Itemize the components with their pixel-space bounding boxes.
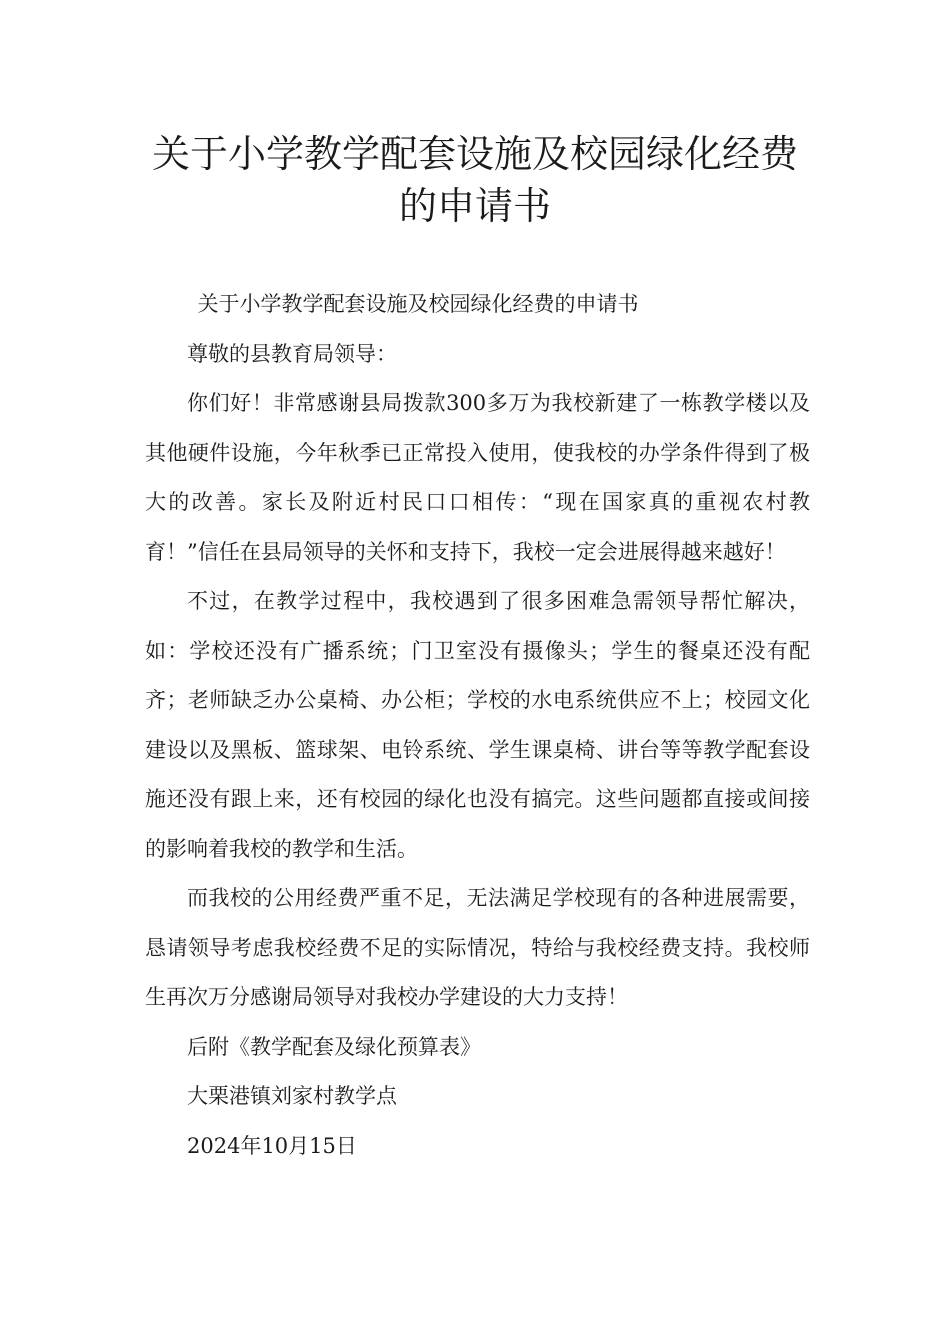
title-line-1: 关于小学教学配套设施及校园绿化经费 bbox=[151, 132, 798, 176]
document-title bbox=[100, 128, 850, 232]
attachment-note: 后附《教学配套及绿化预算表》 bbox=[187, 1034, 481, 1059]
document-date: 2024年10月15日 bbox=[187, 1133, 357, 1158]
paragraph-greeting: 你们好！非常感谢县局拨款300多万为我校新建了一栋教学楼以及其他硬件设施，今年秋季已正常投入使用，使我校的办学条件得到了极大的改善。家长及附近村民口口相传：“现在国家真的重视农村教育！”信任在县局领导的关怀和支持下，我校一定会进展得越来越好！ bbox=[145, 391, 810, 564]
document-subtitle: 关于小学教学配套设施及校园绿化经费的申请书 bbox=[197, 292, 639, 316]
paragraph-request: 而我校的公用经费严重不足，无法满足学校现有的各种进展需要，恳请领导考虑我校经费不足的实际情况，特给与我校经费支持。我校师生再次万分感谢局领导对我校办学建设的大力支持！ bbox=[145, 886, 810, 1009]
document-body bbox=[145, 280, 810, 1171]
salutation: 尊敬的县教育局领导： bbox=[187, 341, 397, 366]
paragraph-difficulties: 不过，在教学过程中，我校遇到了很多困难急需领导帮忙解决，如：学校还没有广播系统；门卫室没有摄像头；学生的餐桌还没有配齐；老师缺乏办公桌椅、办公柜；学校的水电系统供应不上；校园文化建设以及黑板、篮球架、电铃系统、学生课桌椅、讲台等等教学配套设施还没有跟上来，还有校园的绿化也没有搞完。这些问题都直接或间接的影响着我校的教学和生活。 bbox=[145, 589, 810, 861]
title-line-2: 的申请书 bbox=[398, 184, 551, 228]
signature: 大栗港镇刘家村教学点 bbox=[187, 1084, 397, 1108]
